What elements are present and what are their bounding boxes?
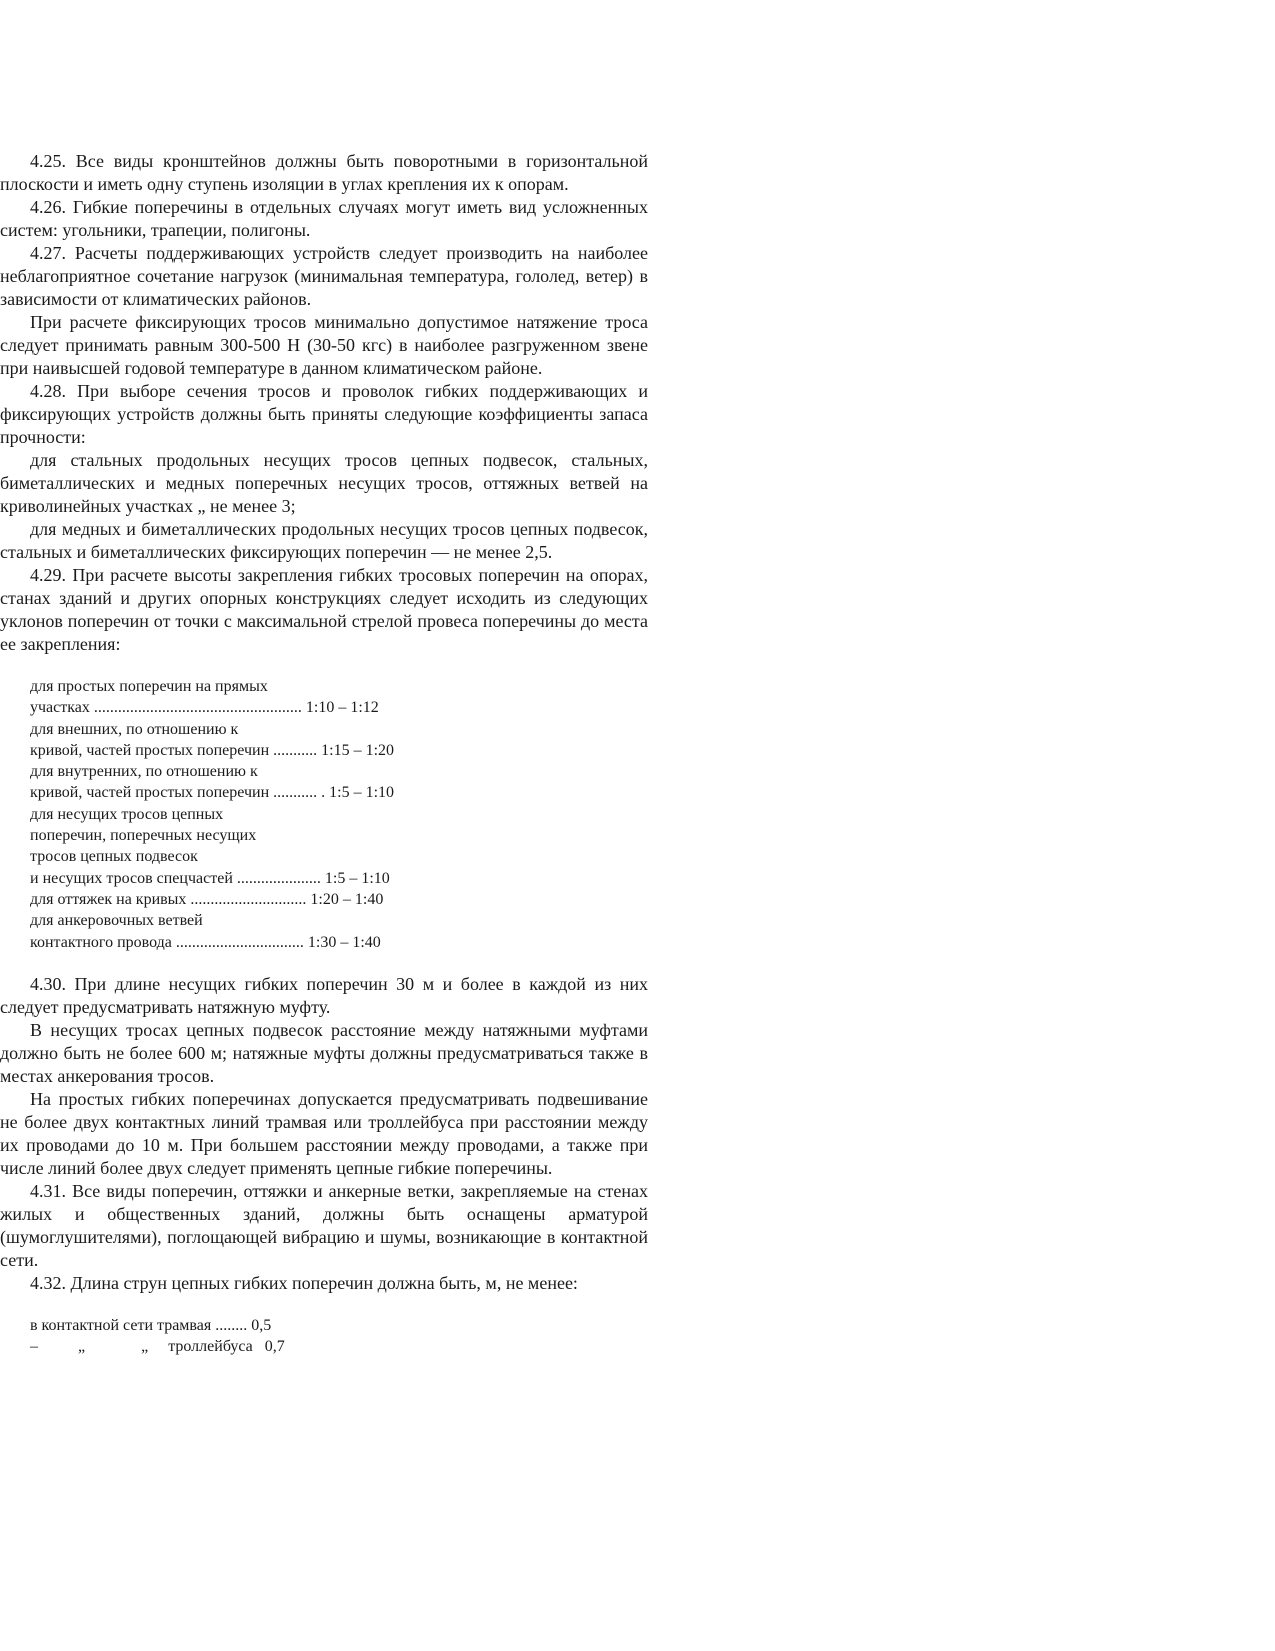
section-top (0, 150, 648, 656)
paragraph-4-27: 4.27. Расчеты поддерживающих устройств следует производить на наиболее неблагоприятное сочетание нагрузок (минимальная температура, гололед, ветер) в зависимости от климатических районов. (0, 243, 648, 309)
document-page (0, 150, 648, 1357)
list-item: кривой, частей простых поперечин ........... . 1:5 – 1:10 (30, 784, 395, 802)
slope-list (0, 676, 648, 953)
spacer (0, 656, 648, 676)
string-length-list (0, 1315, 648, 1357)
paragraph-4-30: 4.30. При длине несущих гибких поперечин 30 м и более в каждой из них следует предусматривать натяжную муфту. (0, 973, 648, 1017)
list-item: для анкеровочных ветвей (30, 912, 203, 930)
list-item: кривой, частей простых поперечин ........... 1:15 – 1:20 (30, 741, 395, 759)
list-item: участках .................................................... 1:10 – 1:12 (30, 699, 379, 717)
paragraph-4-28: 4.28. При выборе сечения тросов и проволок гибких поддерживающих и фиксирующих устройств должны быть приняты следующие коэффициенты запаса прочности: (0, 381, 648, 447)
list-item: для оттяжек на кривых ............................. 1:20 – 1:40 (30, 890, 384, 908)
list-item: – „ „ троллейбуса 0,7 (30, 1337, 285, 1355)
paragraph-copper-cables: для медных и биметаллических продольных несущих тросов цепных подвесок, стальных и биметаллических фиксирующих поперечин — не менее 2,5. (0, 519, 648, 562)
list-item: тросов цепных подвесок (30, 848, 198, 866)
section-bottom (0, 973, 648, 1295)
paragraph-4-32: 4.32. Длина струн цепных гибких поперечин должна быть, м, не менее: (30, 1272, 578, 1293)
paragraph-tension-couplings: В несущих тросах цепных подвесок расстояние между натяжными муфтами должно быть не более 600 м; натяжные муфты должны предусматриваться также в местах анкерования тросов. (0, 1019, 648, 1086)
list-item: для внешних, по отношению к (30, 720, 239, 738)
paragraph-fixing-cables: При расчете фиксирующих тросов минимально допустимое натяжение троса следует принимать равным 300-500 Н (30-50 кгс) в наиболее разгруженном звене при наивысшей годовой температуре в данном климатическом районе. (0, 312, 648, 378)
paragraph-simple-spans: На простых гибких поперечинах допускается предусматривать подвешивание не более двух контактных линий трамвая или троллейбуса при расстоянии между их проводами до 10 м. При большем расстоянии между проводами, а также при числе линий более двух следует применять цепные гибкие поперечины. (0, 1088, 648, 1178)
spacer (0, 1295, 648, 1315)
list-item: для простых поперечин на прямых (30, 678, 268, 695)
list-item: для внутренних, по отношению к (30, 763, 258, 781)
list-item: поперечин, поперечных несущих (30, 827, 257, 845)
paragraph-steel-cables: для стальных продольных несущих тросов цепных подвесок, стальных, биметаллических и медных поперечных несущих тросов, оттяжных ветвей на криволинейных участках „ не менее 3; (0, 450, 648, 516)
list-item: контактного провода ................................ 1:30 – 1:40 (30, 933, 381, 951)
paragraph-4-26: 4.26. Гибкие поперечины в отдельных случаях могут иметь вид усложненных систем: угольники, трапеции, полигоны. (0, 197, 648, 240)
paragraph-4-25: 4.25. Все виды кронштейнов должны быть поворотными в горизонтальной плоскости и иметь одну ступень изоляции в углах крепления их к опорам. (0, 151, 648, 194)
paragraph-4-29: 4.29. При расчете высоты закрепления гибких тросовых поперечин на опорах, станах зданий и других опорных конструкциях следует исходить из следующих уклонов поперечин от точки с максимальной стрелой провеса поперечины до места ее закрепления: (0, 565, 648, 654)
paragraph-4-31: 4.31. Все виды поперечин, оттяжки и анкерные ветки, закрепляемые на стенах жилых и общественных зданий, должны быть оснащены арматурой (шумоглушителями), поглощающей вибрацию и шумы, возникающие в контактной сети. (0, 1180, 648, 1270)
list-item: в контактной сети трамвая ........ 0,5 (30, 1316, 272, 1334)
spacer (0, 953, 648, 973)
list-item: и несущих тросов спецчастей ..................... 1:5 – 1:10 (30, 869, 390, 887)
list-item: для несущих тросов цепных (30, 805, 224, 823)
